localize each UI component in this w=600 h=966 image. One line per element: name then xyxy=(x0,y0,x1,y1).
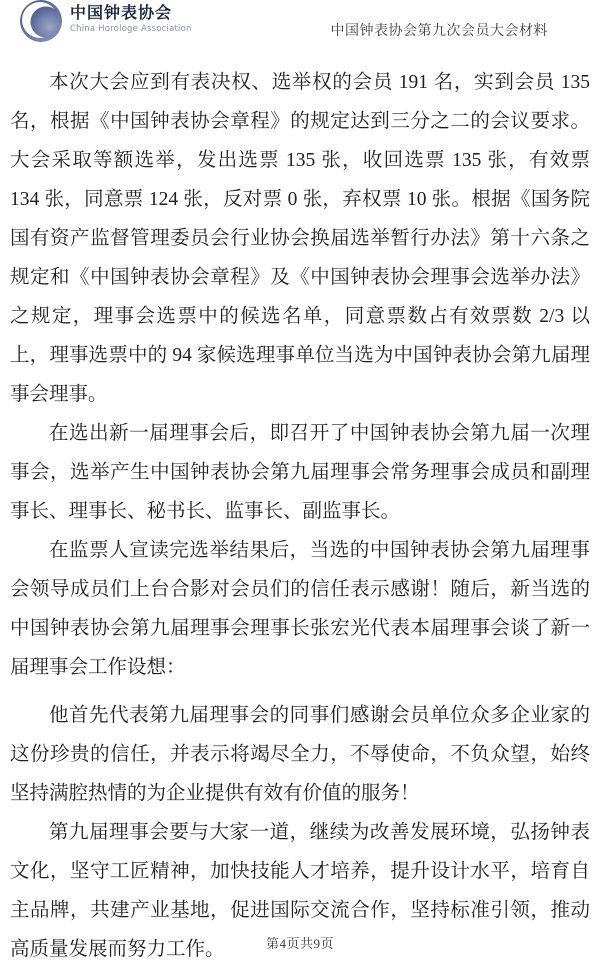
document-header-label: 中国钟表协会第九次会员大会材料 xyxy=(330,24,548,39)
paragraph-vote-results: 本次大会应到有表决权、选举权的会员 191 名，实到会员 135 名，根据《中国钟表协会章程》的规定达到三分之二的会议要求。大会采取等额选举，发出选票 135 张，收回选票 135 张，有效票 134 张，同意票 124 张，反对票 0 张，弃权票 10 张。根据《国务院国有资产监督管理委员会行业协会换届选举暂行办法》第十六条之规定和《中国钟表协会章程》及《中国钟表协会理事会选举办法》之规定，理事会选票中的候选名单，同意票数占有效票数 2/3 以上，理事选票中的 94 家候选理事单位当选为中国钟表协会第九届理事会理事。 xyxy=(10,72,590,405)
org-name-en: China Horologe Association xyxy=(70,24,192,35)
paragraph-work-plan: 第九届理事会要与大家一道，继续为改善发展环境，弘扬钟表文化，坚守工匠精神，加快技能人才培养，提升设计水平，培育自主品牌，共建产业基地，促进国际交流合作，坚持标准引领，推动高质量发展而努力工作。 xyxy=(10,822,590,960)
paragraph-council-session: 在选出新一届理事会后，即召开了中国钟表协会第九届一次理事会，选举产生中国钟表协会第九届理事会常务理事会成员和副理事长、理事长、秘书长、监事长、副监事长。 xyxy=(10,423,590,522)
document-body xyxy=(10,63,590,966)
association-logo xyxy=(20,0,192,42)
paragraph-chairman-thanks: 他首先代表第九届理事会的同事们感谢会员单位众多企业家的这份珍贵的信任，并表示将竭尽全力，不辱使命，不负众望，始终坚持满腔热情的为企业提供有效有价值的服务！ xyxy=(10,705,590,804)
association-globe-swirl-icon xyxy=(20,0,62,42)
page-number-label: 第4页共9页 xyxy=(265,936,334,951)
paragraph-election-announcement: 在监票人宣读完选举结果后，当选的中国钟表协会第九届理事会领导成员们上台合影对会员们的信任表示感谢！随后，新当选的中国钟表协会第九届理事会理事长张宏光代表本届理事会谈了新一届理事会工作设想： xyxy=(10,540,590,678)
page-footer xyxy=(0,933,600,952)
association-names xyxy=(70,0,192,34)
org-name-cn: 中国钟表协会 xyxy=(70,3,173,22)
